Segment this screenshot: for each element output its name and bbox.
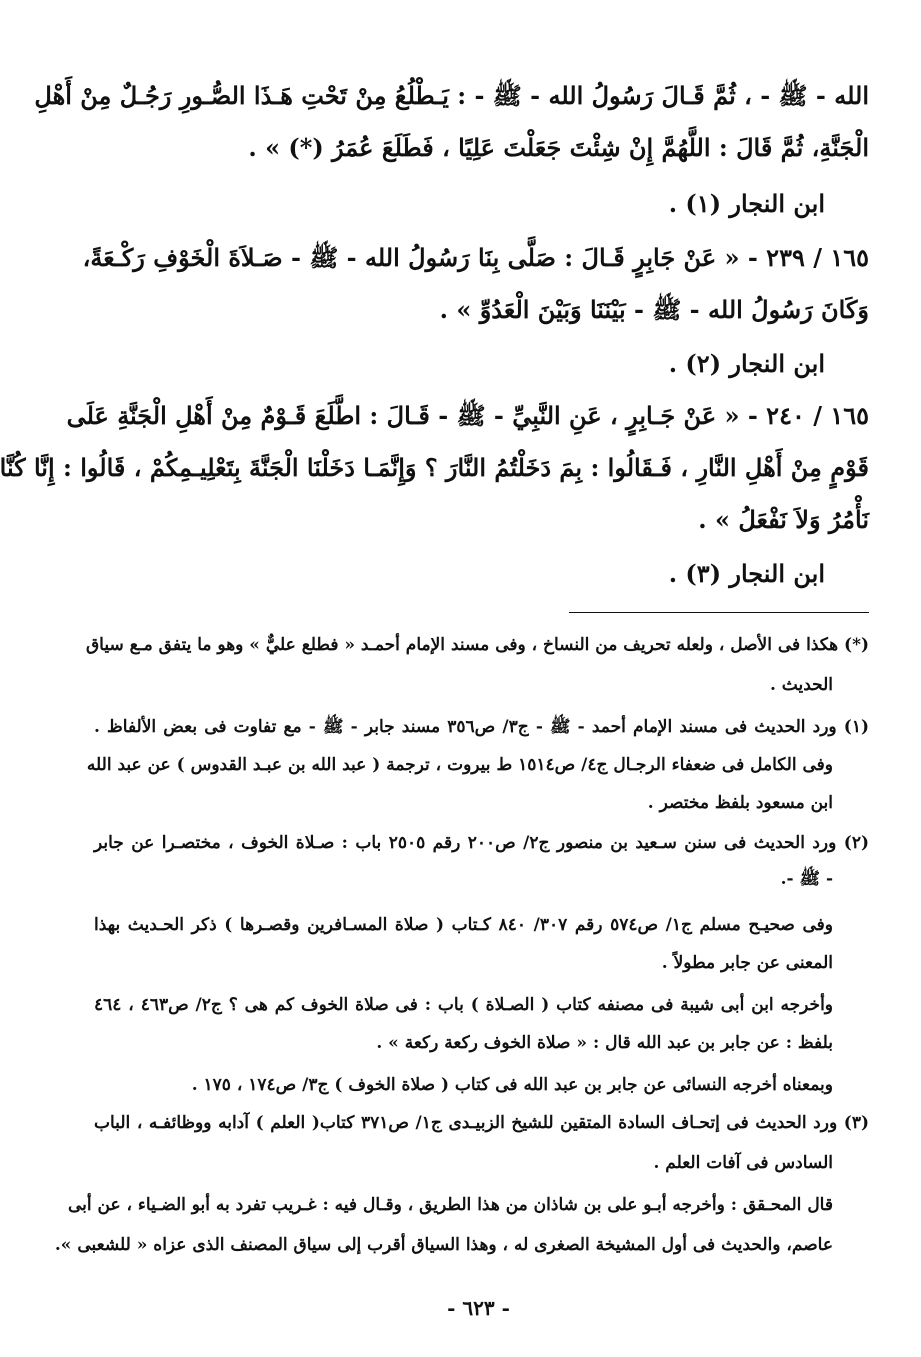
footnote-line: (٣) ورد الحديث فى إتحـاف السادة المتقين للشيخ الزبيـدى ج١/ ص٣٧١ كتاب( العلم ) آدابه ووظائفـه ، الباب [94,1113,869,1133]
footnote-line: وأخرجه ابن أبى شيبة فى مصنفه كتاب ( الصـلاة ) باب : فى صلاة الخوف كم هى ؟ ج٢/ ص٤٦٣ ، ٤٦٤ [94,995,833,1015]
source-line: ابن النجار (١) . [668,189,825,218]
page-number: - ٦٢٣ - [447,1296,510,1320]
footnote-line: قال المحـقق : وأخرجه أبـو على بن شاذان من هذا الطريق ، وقـال فيه : غـريب تفرد به أبو الضـياء ، عن أبى [67,1195,833,1215]
body-line: وَكَانَ رَسُولُ الله - ﷺ - بَيْنَنَا وَبَيْنَ الْعَدُوِّ » . [439,295,869,324]
footnote-line: ابن مسعود بلفظ مختصر . [647,793,833,813]
footnote-line: - ﷺ -. [780,869,833,889]
footnote-line: السادس فى آفات العلم . [653,1153,833,1173]
footnote-line: وبمعناه أخرجه النسائى عن جابر بن عبد الله فى كتاب ( صلاة الخوف ) ج٣/ ص١٧٤ ، ١٧٥ . [191,1075,833,1095]
footnote-line: عاصم، والحديث فى أول المشيخة الصغرى له ، وهذا السياق أقرب إلى سياق المصنف الذى عزاه « للشعبى ». [54,1235,833,1255]
body-line: نَأْمُرُ وَلاَ نَفْعَلُ » . [698,505,869,534]
footnote-line: وفى الكامل فى ضعفاء الرجـال ج٤/ ص١٥١٤ ط بيروت ، ترجمة ( عبد الله بن عبـد القدوس ) عن عبد الله [86,755,833,775]
footnote-line: (*) هكذا فى الأصل ، ولعله تحريف من النساخ ، وفى مسند الإمام أحمـد « فطلع عليٌّ » وهو ما يتفق مـع سياق [85,635,869,655]
source-line: ابن النجار (٢) . [668,349,825,378]
footnote-line: (٢) ورد الحديث فى سنن سـعيد بن منصور ج٢/ ص٢٠٠ رقم ٢٥٠٥ باب : صـلاة الخوف ، مختصـرا عن جابر [94,833,869,853]
footnote-line: (١) ورد الحديث فى مسند الإمام أحمد - ﷺ - ج٣/ ص٣٥٦ مسند جابر - ﷺ - مع تفاوت فى بعض الألفاظ . [94,717,869,737]
body-line: الله - ﷺ - ، ثُمَّ قَـالَ رَسُولُ الله - ﷺ - : يَـطْلُعُ مِنْ تَحْتِ هَـذَا الصُّـورِ رَجُـلٌ مِنْ أَهْلِ [34,81,869,110]
footnote-divider [569,612,869,613]
hadith-240-line: ١٦٥ / ٢٤٠ - « عَنْ جَـابِرٍ ، عَنِ النَّبِيِّ - ﷺ - قَـالَ : اطَّلَعَ قَـوْمٌ مِنْ أَهْلِ الْجَنَّةِ عَلَى [66,401,869,430]
source-line: ابن النجار (٣) . [668,559,825,588]
footnote-line: بلفظ : عن جابر بن عبد الله قال : « صلاة الخوف ركعة ركعة » . [376,1033,833,1053]
body-line: الْجَنَّةِ، ثُمَّ قَالَ : اللَّهُمَّ إِنْ شِئْتَ جَعَلْتَ عَلِيًا ، فَطَلَعَ عُمَرُ (*) » . [248,133,869,162]
body-line: قَوْمٍ مِنْ أَهْلِ النَّارِ ، فَـقَالُوا : بِمَ دَخَلْتُمُ النَّارَ ؟ وَإِنَّمَـا دَخَلْنَا الْجَنَّةَ بِتَعْلِيـمِكُمْ ، قَالُوا : إِنَّا كُنَّا [0,453,869,482]
footnote-line: المعنى عن جابر مطولاً . [661,953,833,973]
footnote-line: الحديث . [769,675,833,695]
footnote-line: وفى صحيـح مسلم ج١/ ص٥٧٤ رقم ٣٠٧/ ٨٤٠ كـتاب ( صلاة المسـافرين وقصـرها ) ذكر الحـديث بهذا [94,915,833,935]
hadith-239-line: ١٦٥ / ٢٣٩ - « عَنْ جَابِرٍ قَـالَ : صَلَّى بِنَا رَسُولُ الله - ﷺ - صَـلاَةَ الْخَوْفِ رَكْـعَةً، [82,243,869,272]
